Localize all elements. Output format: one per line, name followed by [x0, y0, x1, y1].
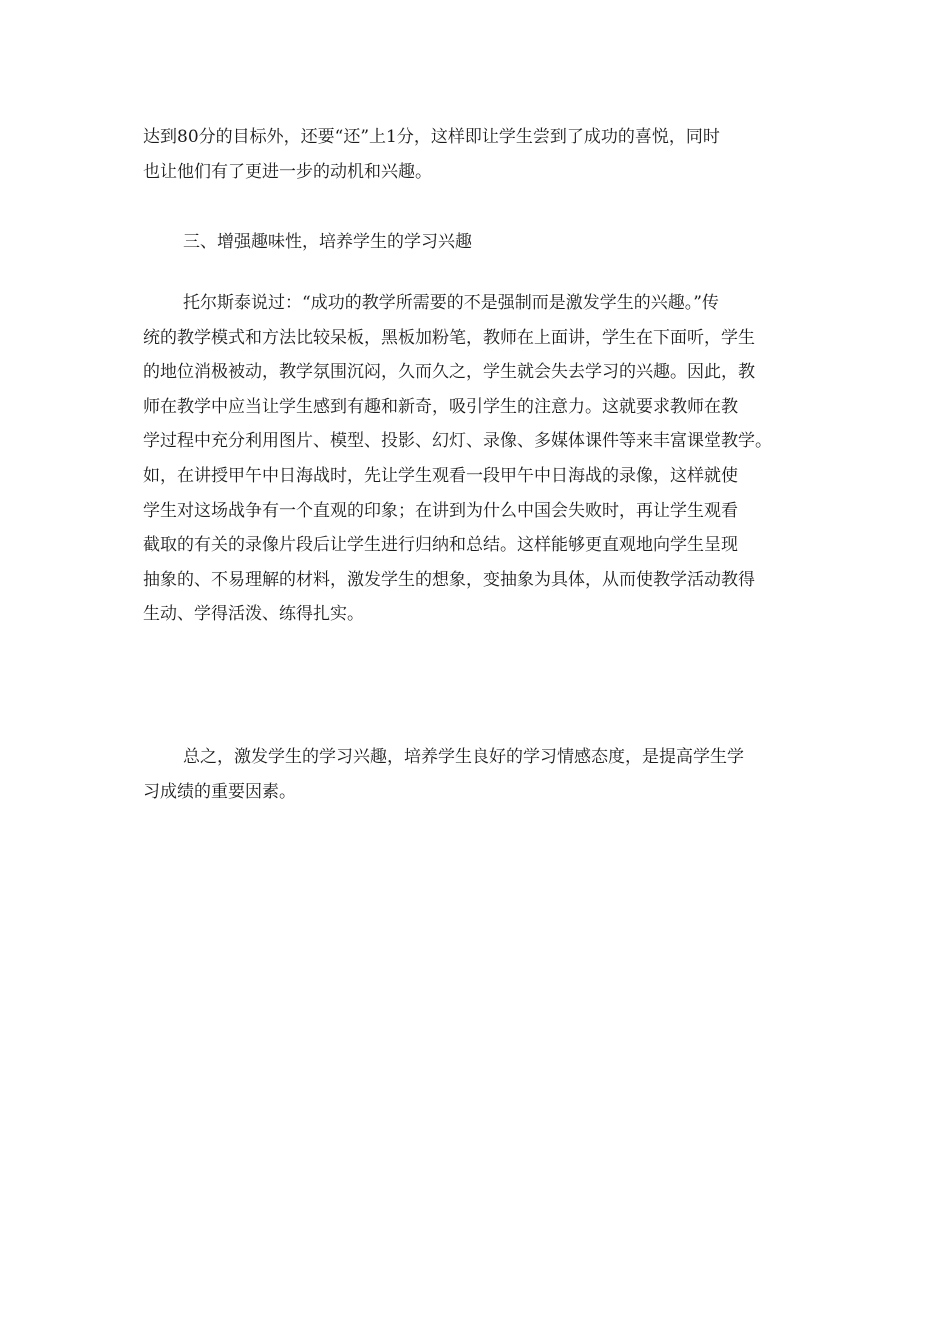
- paragraph-line: 截取的有关的录像片段后让学生进行归纳和总结。这样能够更直观地向学生呈现: [143, 535, 738, 556]
- section-heading: [143, 225, 809, 260]
- paragraph-tolstoy: [143, 286, 809, 632]
- paragraph-line: 师在教学中应当让学生感到有趣和新奇，吸引学生的注意力。这就要求教师在教: [143, 396, 738, 417]
- paragraph-line: 生动、学得活泼、练得扎实。: [143, 604, 364, 625]
- paragraph-line: 学生对这场战争有一个直观的印象；在讲到为什么中国会失败时，再让学生观看: [143, 500, 738, 521]
- paragraph-line: 总之，激发学生的学习兴趣，培养学生良好的学习情感态度，是提高学生学: [183, 747, 744, 767]
- paragraph-line: 如，在讲授甲午中日海战时，先让学生观看一段甲午中日海战的录像，这样就使: [143, 465, 738, 486]
- paragraph-line: 学过程中充分利用图片、模型、投影、幻灯、录像、多媒体课件等来丰富课堂教学。: [143, 431, 772, 452]
- paragraph-line: 习成绩的重要因素。: [143, 781, 296, 802]
- paragraph-line: 达到80分的目标外，还要“还”上1分，这样即让学生尝到了成功的喜悦，同时: [143, 127, 720, 147]
- paragraph-line: 抽象的、不易理解的材料，激发学生的想象，变抽象为具体，从而使教学活动教得: [143, 569, 755, 590]
- paragraph-line: 托尔斯泰说过：“成功的教学所需要的不是强制而是激发学生的兴趣。”传: [183, 293, 719, 313]
- section-heading-text: 三、增强趣味性，培养学生的学习兴趣: [183, 232, 472, 252]
- paragraph-line: 也让他们有了更进一步的动机和兴趣。: [143, 161, 432, 182]
- paragraph-conclusion: [143, 740, 809, 809]
- paragraph-line: 统的教学模式和方法比较呆板，黑板加粉笔，教师在上面讲，学生在下面听，学生: [143, 327, 755, 348]
- paragraph-continued: [143, 120, 809, 189]
- paragraph-line: 的地位消极被动，教学氛围沉闷，久而久之，学生就会失去学习的兴趣。因此，教: [143, 362, 755, 383]
